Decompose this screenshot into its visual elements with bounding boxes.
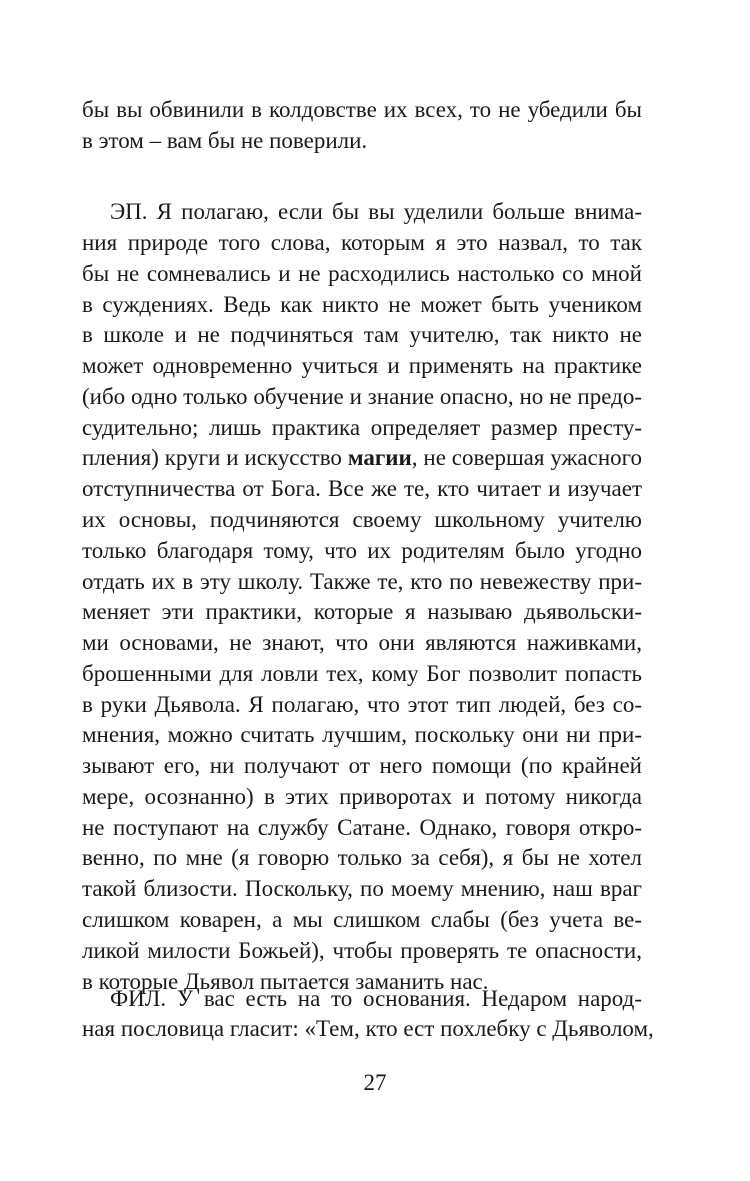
paragraph-start-line: ФИЛ. У вас есть на то основания. Недаром народ- (110, 986, 642, 1011)
text-segment: пления) круги и искусство (82, 445, 348, 470)
text-line: бы вы обвинили в колдовстве их всех, то не убедили бы (82, 97, 642, 122)
text-line: отдать их в эту школу. Также те, кто по невежеству при- (82, 569, 642, 594)
text-line: в суждениях. Ведь как никто не может быть учеником (82, 292, 642, 317)
text-line: брошенными для ловли тех, кому Бог позволит попасть (82, 661, 642, 686)
text-line: мере, осознанно) в этих приворотах и потому никогда (82, 784, 642, 809)
text-line: в школе и не подчиняться там учителю, так никто не (82, 322, 642, 347)
text-line: может одновременно учиться и применять на практике (82, 353, 642, 378)
bold-term: магии (347, 445, 412, 470)
text-line: ния природе того слова, которым я это назвал, то так (82, 230, 642, 255)
text-line: в которые Дьявол пытается заманить нас. (82, 969, 489, 994)
text-line: только благодаря тому, что их родителям было угодно (82, 538, 642, 563)
text-line: зывают его, ни получают от него помощи (по крайней (82, 753, 642, 778)
text-line: ликой милости Божьей), чтобы проверять те опасности, (82, 938, 642, 963)
text-line: не поступают на службу Сатане. Однако, говоря откро- (82, 815, 642, 840)
text-line: такой близости. Поскольку, по моему мнению, наш враг (82, 876, 642, 901)
text-line: судительно; лишь практика определяет размер престу- (82, 415, 642, 440)
paragraph-start-line: ЭП. Я полагаю, если бы вы уделили больше внима- (110, 199, 642, 224)
text-line: их основы, подчиняются своему школьному учителю (82, 507, 642, 532)
text-line: ми основами, не знают, что они являются наживками, (82, 630, 642, 655)
text-line: венно, по мне (я говорю только за себя), я бы не хотел (82, 845, 642, 870)
text-line: слишком коварен, а мы слишком слабы (без учета ве- (82, 907, 642, 932)
page-number: 27 (363, 1070, 387, 1095)
text-line: мнения, можно считать лучшим, поскольку они ни при- (82, 722, 642, 747)
text-line-with-bold (82, 441, 642, 475)
text-line: бы не сомневались и не расходились настолько со мной (82, 261, 642, 286)
text-line: в этом – вам бы не поверили. (82, 128, 368, 153)
text-segment: , не совершая ужасного (411, 445, 642, 470)
text-line: меняет эти практики, которые я называю дьявольски- (82, 599, 642, 624)
text-line: отступничества от Бога. Все же те, кто читает и изучает (82, 476, 642, 501)
text-line: (ибо одно только обучение и знание опасно, но не предо- (82, 384, 642, 409)
text-line: ная пословица гласит: «Тем, кто ест похлебку с Дьяволом, (82, 1016, 654, 1041)
text-line: в руки Дьявола. Я полагаю, что этот тип людей, без со- (82, 692, 642, 717)
